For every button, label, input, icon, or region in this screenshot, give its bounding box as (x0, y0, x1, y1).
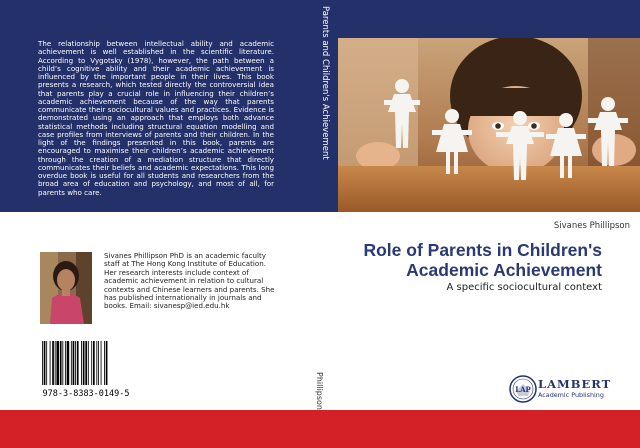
barcode-bar (81, 341, 82, 385)
barcode-bar (44, 341, 46, 385)
author-portrait-image (40, 252, 92, 324)
front-author-name: Sivanes Phillipson (553, 221, 630, 231)
lap-emblem-icon (508, 374, 538, 404)
spine-title: Parents and Children's Achievement (320, 6, 330, 160)
child-paper-dolls-image (338, 38, 640, 212)
back-cover-blurb: The relationship between intellectual ability and academic achievement is well established in the scientific literature. According to Vygotsky (1978), however, the path between a child’s cognitive ability and their academic achievement is influenced by the important people in their lives. This book presents a research, which tested directly the controversial idea that parents play a crucial role in influencing their children’s academic achievement because of the way that parents communicate their sociocultural values and practices. Evidence is demonstrated using an approach that employs both advance statistical methods including structural equation modelling and case profiles from interviews of parents and their children. In the light of the findings presented in this book, parents are encouraged to maximise their children’s academic achievement through the creation of a mediation structure that directly communicates their beliefs and academic expectations. This long overdue book is useful for all students and researchers from the broad area of education and psychology, and most of all, for parents who care. (38, 39, 274, 197)
barcode-bar (93, 341, 95, 385)
book-subtitle: A specific sociocultural context (446, 282, 602, 293)
barcode-bar (101, 341, 102, 385)
barcode-bar (60, 341, 62, 385)
author-photo (40, 252, 92, 324)
barcode-bar (88, 341, 89, 385)
barcode-bar (67, 341, 70, 385)
barcode-bar (62, 341, 63, 385)
barcode-bar (85, 341, 87, 385)
barcode-bar (77, 341, 79, 385)
barcode-bar (73, 341, 75, 385)
publisher-name: LAMBERT (538, 377, 612, 391)
barcode-bar (46, 341, 47, 385)
barcode-bar (65, 341, 66, 385)
barcode-bar (96, 341, 97, 385)
cover-photo (338, 38, 640, 212)
publisher-tagline: Academic Publishing (538, 391, 604, 399)
bottom-red-band (0, 410, 640, 448)
barcode-bar (98, 341, 99, 385)
barcode-bar (83, 341, 85, 385)
publisher-logo-text: LAP (515, 385, 531, 394)
book-title: Role of Parents in Children's Academic Achievement (363, 240, 602, 280)
isbn-number: 978-3-8383-0149-5 (42, 389, 130, 399)
barcode-bar (71, 341, 72, 385)
barcode-bar (104, 341, 105, 385)
spine-author: Phillipson (315, 372, 324, 410)
barcode-bar (75, 341, 76, 385)
barcode-bar (50, 341, 51, 385)
author-bio: Sivanes Phillipson PhD is an academic faculty staff at The Hong Kong Institute of Education. Her research interests include context of academic achievement in relation to cultural contexts and Chinese learners and parents. She has published internationally in journals and books. Email: sivanesp@ied.edu.hk (104, 251, 275, 311)
barcode-bar (106, 341, 108, 385)
barcode-bar (56, 341, 59, 385)
barcode-bar (52, 341, 54, 385)
barcode-bar (55, 341, 56, 385)
barcode-bar (42, 341, 43, 385)
barcode-bar (91, 341, 92, 385)
